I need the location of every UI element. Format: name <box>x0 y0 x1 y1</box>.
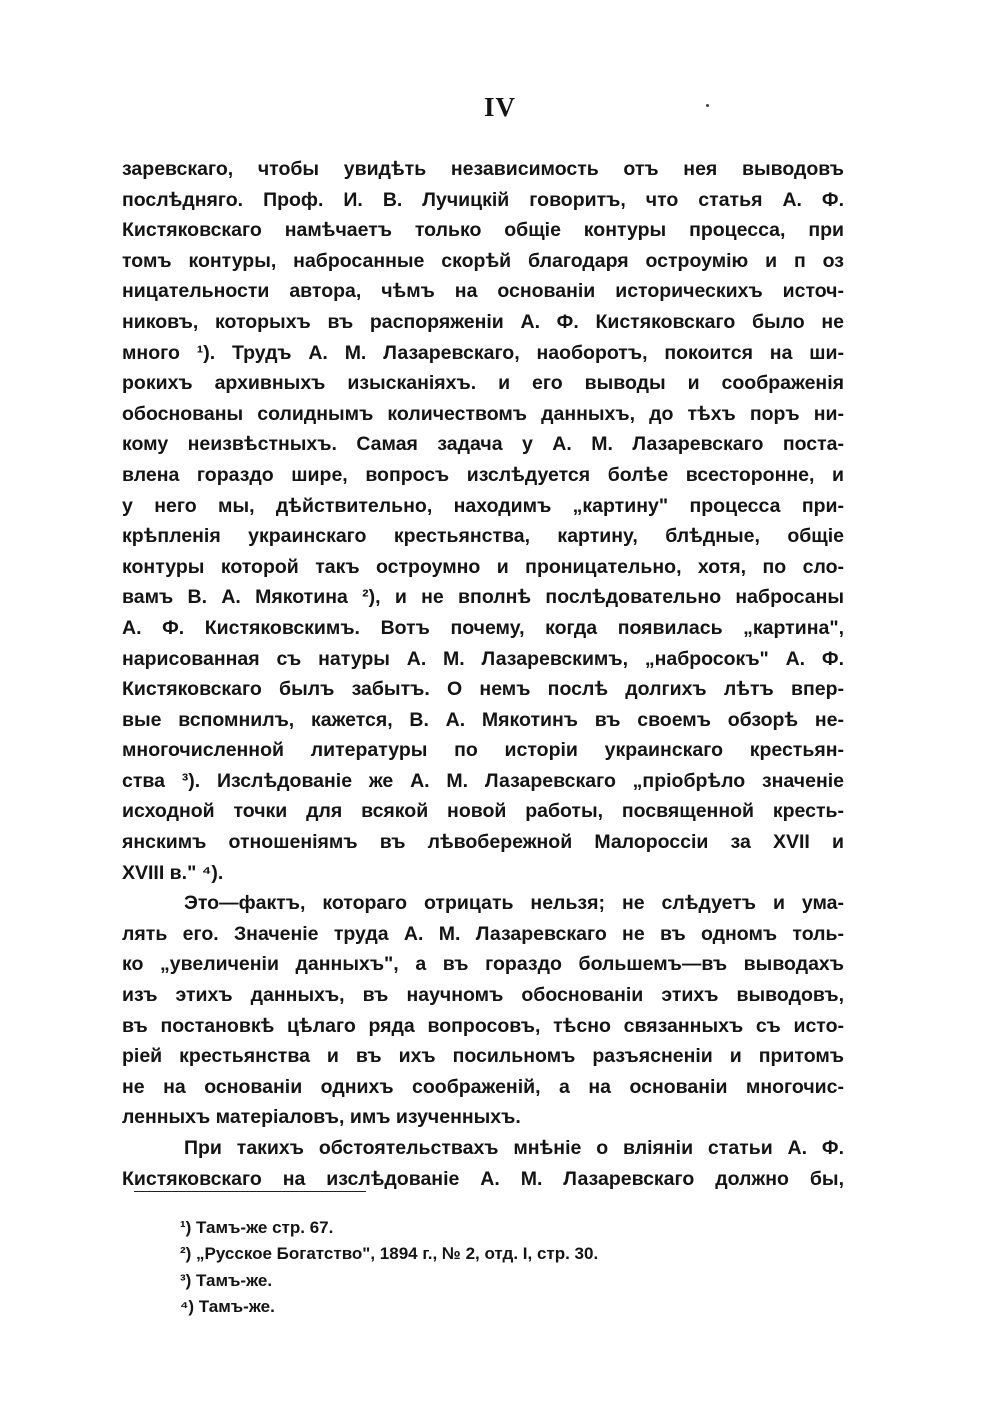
text-line: вамъ В. А. Мякотина ²), и не вполнѣ послѣдовательно набросаны <box>122 586 844 609</box>
text-line: При такихъ обстоятельствахъ мнѣніе о вліяніи статьи А. Ф. <box>184 1137 844 1159</box>
text-line: никовъ, которыхъ въ распоряженіи А. Ф. Кистяковскаго было не <box>122 310 844 333</box>
text-line: XVIII в." ⁴). <box>122 861 224 884</box>
text-line: много ¹). Трудъ А. М. Лазаревскаго, наоборотъ, покоится на ши- <box>122 341 844 364</box>
text-line: томъ контуры, набросанные скорѣй благодаря остроумію и п оз <box>122 249 844 272</box>
text-line: Это—фактъ, котораго отрицать нельзя; не слѣдуетъ и ума- <box>184 892 844 915</box>
text-line: многочисленной литературы по исторіи украинскаго крестьян- <box>122 739 844 762</box>
text-line: не на основаніи однихъ соображеній, а на основаніи многочис- <box>122 1075 844 1098</box>
text-line: влена гораздо шире, вопросъ изслѣдуется болѣе всесторонне, и <box>122 463 844 486</box>
text-line: Кистяковскаго на изслѣдованіе А. М. Лазаревскаго должно бы, <box>122 1167 844 1190</box>
text-line: Кистяковскаго былъ забытъ. О немъ послѣ долгихъ лѣтъ впер- <box>122 678 844 701</box>
text-line: кому неизвѣстныхъ. Самая задача у А. М. Лазаревскаго поста- <box>122 433 844 456</box>
text-line: ко „увеличеніи данныхъ", а въ гораздо большемъ—въ выводахъ <box>122 953 844 976</box>
text-line: ницательности автора, чѣмъ на основаніи историческихъ источ- <box>122 280 844 303</box>
print-speck <box>706 104 709 107</box>
footnote: ¹) Тамъ-же стр. 67. <box>180 1218 334 1237</box>
text-line: въ постановкѣ цѣлаго ряда вопросовъ, тѣсно связанныхъ съ исто- <box>122 1014 844 1037</box>
text-line: нарисованная съ натуры А. М. Лазаревскимъ, „набросокъ" А. Ф. <box>122 647 844 670</box>
text-line: янскимъ отношеніямъ въ лѣвобережной Малороссіи за XVII и <box>122 831 844 854</box>
footnote-separator <box>134 1191 366 1192</box>
text-line: ленныхъ матеріаловъ, имъ изученныхъ. <box>122 1106 521 1129</box>
text-line: изъ этихъ данныхъ, въ научномъ обоснованіи этихъ выводовъ, <box>122 984 844 1007</box>
text-line: рокихъ архивныхъ изысканіяхъ. и его выводы и соображенія <box>122 372 844 395</box>
footnote: ⁴) Тамъ-же. <box>180 1297 275 1317</box>
text-line: лять его. Значеніе труда А. М. Лазаревскаго не въ одномъ толь- <box>122 922 844 945</box>
text-line: обоснованы солиднымъ количествомъ данныхъ, до тѣхъ поръ ни- <box>122 402 844 425</box>
body-text <box>122 154 844 1194</box>
text-line: послѣдняго. Проф. И. В. Лучицкій говоритъ, что статья А. Ф. <box>122 188 844 211</box>
text-line: у него мы, дѣйствительно, находимъ „картину" процесса при- <box>122 494 844 517</box>
footnote: ³) Тамъ-же. <box>180 1270 273 1290</box>
text-line: вые вспомнилъ, кажется, В. А. Мякотинъ въ своемъ обзорѣ не- <box>122 708 844 731</box>
text-line: исходной точки для всякой новой работы, посвященной кресть- <box>122 800 844 823</box>
text-line: заревскаго, чтобы увидѣть независимость отъ нея выводовъ <box>122 158 844 180</box>
text-line: контуры которой такъ остроумно и проницательно, хотя, по сло- <box>122 555 844 578</box>
text-line: Кистяковскаго намѣчаетъ только общіе контуры процесса, при <box>122 219 844 242</box>
text-line: крѣпленія украинскаго крестьянства, картину, блѣдные, общіе <box>122 525 844 548</box>
footnote: ²) „Русское Богатство", 1894 г., № 2, отд. I, стр. 30. <box>180 1244 599 1264</box>
text-line: А. Ф. Кистяковскимъ. Вотъ почему, когда появилась „картина", <box>122 616 844 639</box>
text-line: ства ³). Изслѣдованіе же А. М. Лазаревскаго „пріобрѣло значеніе <box>122 769 844 792</box>
page-number: IV <box>483 92 516 122</box>
text-line: ріей крестьянства и въ ихъ посильномъ разъясненіи и притомъ <box>122 1045 844 1068</box>
footnotes <box>180 1215 800 1321</box>
